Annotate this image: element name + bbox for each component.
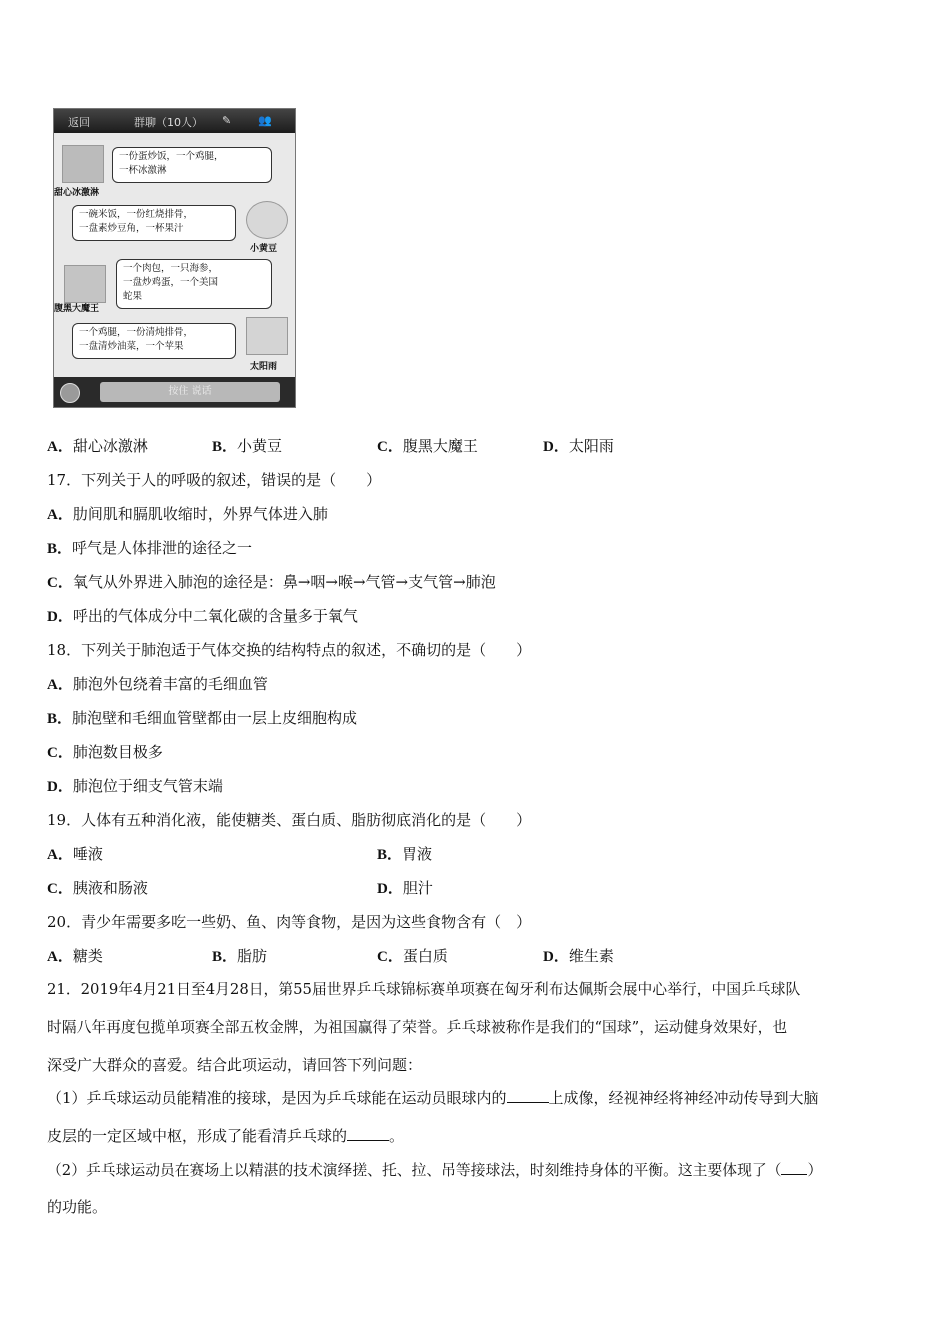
chat-title-bar — [54, 109, 295, 133]
option-label: B． — [212, 439, 238, 455]
option-text: 氧气从外界进入肺泡的途径是：鼻→咽→喉→气管→支气管→肺泡 — [72, 573, 496, 591]
option-label: C． — [377, 439, 403, 455]
option-c — [377, 946, 448, 967]
option-d — [47, 606, 358, 627]
option-label: C． — [377, 949, 403, 965]
option-text: 胃液 — [402, 845, 433, 863]
sub-question-1-cont — [47, 1126, 404, 1146]
option-a — [47, 674, 268, 695]
option-label: D． — [377, 881, 403, 897]
option-text: 呼气是人体排泄的途径之一 — [72, 539, 253, 557]
group-chat-title: 群聊（10人） — [134, 116, 203, 129]
pencil-icon: ✎ — [222, 114, 232, 127]
avatar — [246, 201, 288, 239]
answer-blank[interactable] — [781, 1160, 807, 1175]
option-text: 肺泡壁和毛细血管壁都由一层上皮细胞构成 — [72, 709, 358, 727]
option-label: B． — [47, 541, 73, 557]
option-b — [377, 844, 432, 865]
option-text: 甜心冰激淋 — [72, 437, 148, 455]
option-text: 胰液和肠液 — [72, 879, 148, 897]
group-members-icon: 👥 — [258, 114, 272, 127]
question-stem: 20．青少年需要多吃一些奶、鱼、肉等食物，是因为这些食物含有（ ） — [47, 913, 532, 931]
question-stem: 17．下列关于人的呼吸的叙述，错误的是（ ） — [47, 471, 382, 489]
option-c — [47, 878, 148, 899]
sub-question-text: 皮层的一定区域中枢，形成了能看清乒乓球的 — [47, 1127, 348, 1145]
option-label: B． — [212, 949, 238, 965]
question-stem: 18．下列关于肺泡适于气体交换的结构特点的叙述，不确切的是（ ） — [47, 641, 532, 659]
option-c — [47, 572, 496, 593]
option-label: A． — [47, 847, 73, 863]
option-text: 胆汁 — [402, 879, 433, 897]
option-text: 肺泡外包绕着丰富的毛细血管 — [72, 675, 268, 693]
answer-blank[interactable] — [347, 1126, 389, 1141]
sub-question-text: （2）乒乓球运动员在赛场上以精湛的技术演绎搓、托、拉、吊等接球法，时刻维持身体的平衡。这主要体现了（ — [47, 1162, 782, 1179]
option-label: D． — [543, 439, 569, 455]
option-label: D． — [543, 949, 569, 965]
avatar — [62, 145, 104, 183]
option-c — [377, 436, 478, 457]
sub-question-text: ） — [807, 1162, 823, 1179]
sender-name: 甜心冰激淋 — [54, 188, 100, 198]
chat-bubble — [72, 205, 236, 241]
sub-question-1 — [47, 1088, 819, 1108]
option-label: D． — [47, 779, 73, 795]
option-text: 小黄豆 — [237, 437, 283, 455]
sub-question-text: （1）乒乓球运动员能精准的接球，是因为乒乓球能在运动员眼球内的 — [47, 1089, 507, 1107]
option-b — [212, 946, 267, 967]
option-text: 维生素 — [568, 947, 614, 965]
option-text: 肺泡数目极多 — [72, 743, 163, 761]
option-d — [543, 946, 614, 967]
option-b — [212, 436, 282, 457]
option-a — [47, 436, 148, 457]
chat-screenshot-figure — [53, 108, 296, 408]
sub-question-text: 。 — [389, 1127, 405, 1145]
option-text: 太阳雨 — [568, 437, 614, 455]
option-d — [377, 878, 433, 899]
chat-bubble — [112, 147, 272, 183]
sub-question-2-cont: 的功能。 — [47, 1198, 108, 1216]
question-stem-line: 时隔八年再度包揽单项赛全部五枚金牌，为祖国赢得了荣誉。乒乓球被称作是我们的“国球”，运动健身效果好，也 — [47, 1019, 788, 1036]
avatar — [64, 265, 106, 303]
chat-input-bar — [54, 377, 295, 407]
option-text: 唾液 — [72, 845, 103, 863]
avatar — [246, 317, 288, 355]
sub-question-2 — [47, 1160, 822, 1181]
option-b — [47, 708, 357, 729]
question-stem: 21．2019年4月21日至4月28日，第55届世界乒乓球锦标赛单项赛在匈牙利布达佩斯会展中心举行，中国乒乓球队 — [47, 981, 801, 998]
back-label: 返回 — [68, 116, 90, 129]
option-a — [47, 844, 103, 865]
option-a — [47, 946, 103, 967]
option-a — [47, 504, 328, 525]
option-text: 肺泡位于细支气管末端 — [72, 777, 223, 795]
option-text: 糖类 — [72, 947, 103, 965]
option-label: A． — [47, 949, 73, 965]
option-label: A． — [47, 677, 73, 693]
sender-name: 太阳雨 — [250, 362, 278, 372]
bubble-line: 一个肉包，一只海参， — [123, 263, 219, 274]
option-d — [47, 776, 223, 797]
question-stem: 19．人体有五种消化液，能使糖类、蛋白质、脂肪彻底消化的是（ ） — [47, 811, 532, 829]
voice-toggle-icon — [60, 383, 80, 403]
hold-to-talk-button: 按住 说话 — [100, 382, 280, 402]
option-label: B． — [377, 847, 403, 863]
option-label: A． — [47, 507, 73, 523]
bubble-line: 一盘炒鸡蛋，一个美国 — [123, 277, 219, 288]
option-label: C． — [47, 745, 73, 761]
bubble-line: 一碗米饭，一份红烧排骨， — [79, 209, 194, 220]
option-label: D． — [47, 609, 73, 625]
option-text: 蛋白质 — [402, 947, 448, 965]
option-text: 脂肪 — [237, 947, 268, 965]
option-text: 呼出的气体成分中二氧化碳的含量多于氧气 — [72, 607, 358, 625]
question-stem-line: 深受广大群众的喜爱。结合此项运动，请回答下列问题： — [47, 1056, 423, 1074]
sub-question-text: 上成像，经视神经将神经冲动传导到大脑 — [548, 1089, 819, 1107]
bubble-line: 一份蛋炒饭，一个鸡腿， — [119, 151, 224, 162]
bubble-line: 一个鸡腿，一份清炖排骨， — [79, 327, 194, 338]
bubble-line: 一杯冰激淋 — [119, 165, 167, 176]
bubble-line: 一盘素炒豆角，一杯果汁 — [79, 223, 184, 234]
sender-name: 腹黑大魔王 — [54, 304, 100, 314]
answer-blank[interactable] — [507, 1088, 549, 1103]
bubble-line: 一盘清炒油菜，一个苹果 — [79, 341, 184, 352]
option-label: C． — [47, 881, 73, 897]
chat-bubble — [116, 259, 272, 309]
option-label: C． — [47, 575, 73, 591]
option-text: 肋间肌和膈肌收缩时，外界气体进入肺 — [72, 505, 328, 523]
chat-bubble — [72, 323, 236, 359]
option-d — [543, 436, 614, 457]
option-text: 腹黑大魔王 — [402, 437, 478, 455]
option-label: A． — [47, 439, 73, 455]
option-b — [47, 538, 252, 559]
sender-name: 小黄豆 — [250, 244, 278, 254]
option-c — [47, 742, 163, 763]
bubble-line: 蛇果 — [123, 291, 143, 302]
option-label: B． — [47, 711, 73, 727]
